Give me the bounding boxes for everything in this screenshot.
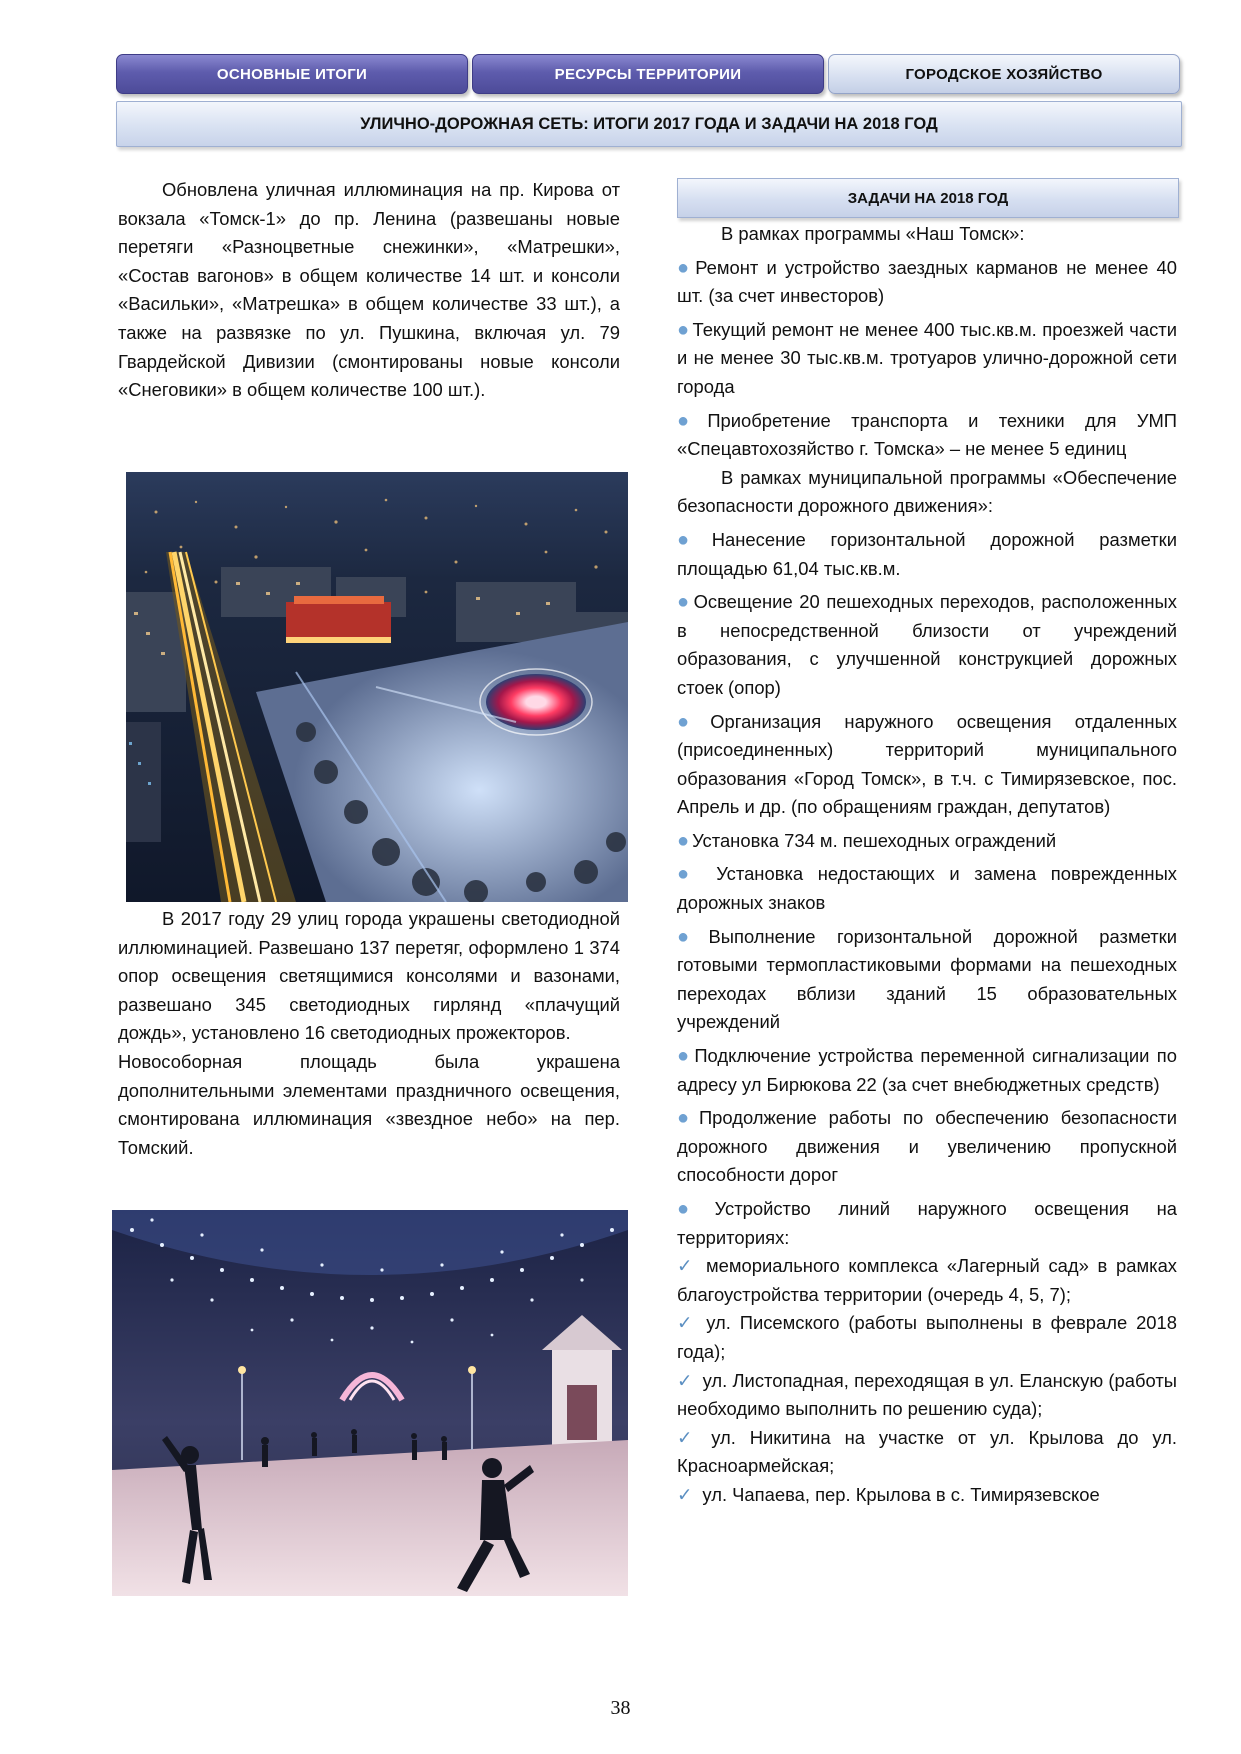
bullet-icon: ● (677, 863, 699, 886)
tasks-column (677, 178, 1177, 1510)
bullet-item: ● Выполнение горизонтальной дорожной разметки готовыми термопластиковыми формами на пешеходных переходах вблизи зданий 15 образовательных учреждений (677, 925, 1177, 1033)
bullet-item: ● Ремонт и устройство заездных карманов не менее 40 шт. (за счет инвесторов) (677, 256, 1177, 307)
bullet-icon: ● (677, 591, 691, 614)
checkmark-icon: ✓ (677, 1426, 702, 1448)
bullet-icon: ● (677, 925, 706, 948)
tab-main-results[interactable]: ОСНОВНЫЕ ИТОГИ (116, 54, 468, 94)
check-item: ✓ ул. Писемского (работы выполнены в феврале 2018 года); (677, 1312, 1177, 1362)
tab-territory-resources[interactable]: РЕСУРСЫ ТЕРРИТОРИИ (472, 54, 824, 94)
bullet-icon: ● (677, 1045, 692, 1068)
paragraph-novosobornaya: Новособорная площадь была украшена дополнительными элементами праздничного освещения, смонтирована иллюминация «звездное небо» на пер. Томский. (118, 1050, 620, 1158)
tasks-heading: ЗАДАЧИ НА 2018 ГОД (677, 178, 1179, 218)
checkmark-icon: ✓ (677, 1312, 697, 1334)
intro-road-safety: В рамках муниципальной программы «Обеспечение безопасности дорожного движения»: (677, 466, 1177, 517)
festive-lights-photo (112, 1210, 628, 1596)
bullet-item: ● Освещение 20 пешеходных переходов, расположенных в непосредственной близости от учреждений образования, с улучшенной конструкцией дорожных стоек (опор) (677, 591, 1177, 698)
bullet-item: ● Текущий ремонт не менее 400 тыс.кв.м. проезжей части и не менее 30 тыс.кв.м. тротуаров улично-дорожной сети города (677, 318, 1177, 397)
page-title: УЛИЧНО-ДОРОЖНАЯ СЕТЬ: ИТОГИ 2017 ГОДА И ЗАДАЧИ НА 2018 ГОД (116, 101, 1182, 147)
bullet-icon: ● (677, 710, 708, 733)
section-tabs (116, 54, 1180, 94)
check-item: ✓ ул. Никитина на участке от ул. Крылова до ул. Красноармейская; (677, 1426, 1177, 1477)
paragraph-illumination: Обновлена уличная иллюминация на пр. Кирова от вокзала «Томск-1» до пр. Ленина (развешаны новые перетяги «Разноцветные снежинки», «Матрешки», «Состав вагонов» в общем количестве 14 шт. и консоли «Васильки», «Матрешка» в общем количестве 33 шт.), а также на развязке по ул. Пушкина, включая ул. 79 Гвардейской Дивизии (смонтированы новые консоли «Снеговики» в общем количестве 100 шт.). (118, 179, 620, 401)
bullet-icon: ● (677, 256, 693, 279)
bullet-item: ● Организация наружного освещения отдаленных (присоединенных) территорий муниципального образования «Город Томск», в т.ч. с Тимирязевское, пос. Апрель и др. (по обращениям граждан, депутатов) (677, 710, 1177, 818)
bullet-icon: ● (677, 318, 690, 341)
check-item: ✓ ул. Листопадная, переходящая в ул. Еланскую (работы необходимо выполнить по решению суда); (677, 1369, 1177, 1420)
tab-city-economy[interactable]: ГОРОДСКОЕ ХОЗЯЙСТВО (828, 54, 1180, 94)
bullet-item: ● Подключение устройства переменной сигнализации по адресу ул Бирюкова 22 (за счет внебюджетных средств) (677, 1045, 1177, 1095)
left-text-middle (118, 905, 620, 1162)
bullet-item: ● Устройство линий наружного освещения на территориях: (677, 1198, 1177, 1248)
check-item: ✓ ул. Чапаева, пер. Крылова в с. Тимирязевское (677, 1483, 1100, 1505)
bullet-icon: ● (677, 1107, 696, 1130)
bullet-item: ● Нанесение горизонтальной дорожной разметки площадью 61,04 тыс.кв.м. (677, 528, 1177, 579)
bullet-icon: ● (677, 1198, 712, 1220)
aerial-night-photo (126, 472, 628, 902)
page-number: 38 (610, 1697, 631, 1719)
left-text-top (118, 176, 620, 405)
checkmark-icon: ✓ (677, 1369, 693, 1391)
bullet-item: ● Установка 734 м. пешеходных ограждений (677, 829, 1057, 852)
paragraph-2017-summary: В 2017 году 29 улиц города украшены светодиодной иллюминацией. Развешано 137 перетяг, оформлено 1 374 опор освещения светящимися консолями и вазонами, развешано 345 светодиодных гирлянд «плачущий дождь», установлено 16 светодиодных прожекторов. (118, 908, 620, 1044)
bullet-item: ● Приобретение транспорта и техники для УМП «Спецавтохозяйство г. Томска» – не менее 5 единиц (677, 409, 1177, 460)
bullet-icon: ● (677, 528, 709, 551)
checkmark-icon: ✓ (677, 1483, 693, 1505)
bullet-item: ● Продолжение работы по обеспечению безопасности дорожного движения и увеличению пропускной способности дорог (677, 1107, 1177, 1186)
bullet-icon: ● (677, 829, 690, 852)
bullet-icon: ● (677, 409, 705, 432)
bullet-item: ● Установка недостающих и замена поврежденных дорожных знаков (677, 863, 1177, 914)
intro-nash-tomsk: В рамках программы «Наш Томск»: (721, 223, 1025, 244)
checkmark-icon: ✓ (677, 1255, 697, 1277)
check-item: ✓ мемориального комплекса «Лагерный сад» в рамках благоустройства территории (очередь 4, 5, 7); (677, 1255, 1177, 1305)
